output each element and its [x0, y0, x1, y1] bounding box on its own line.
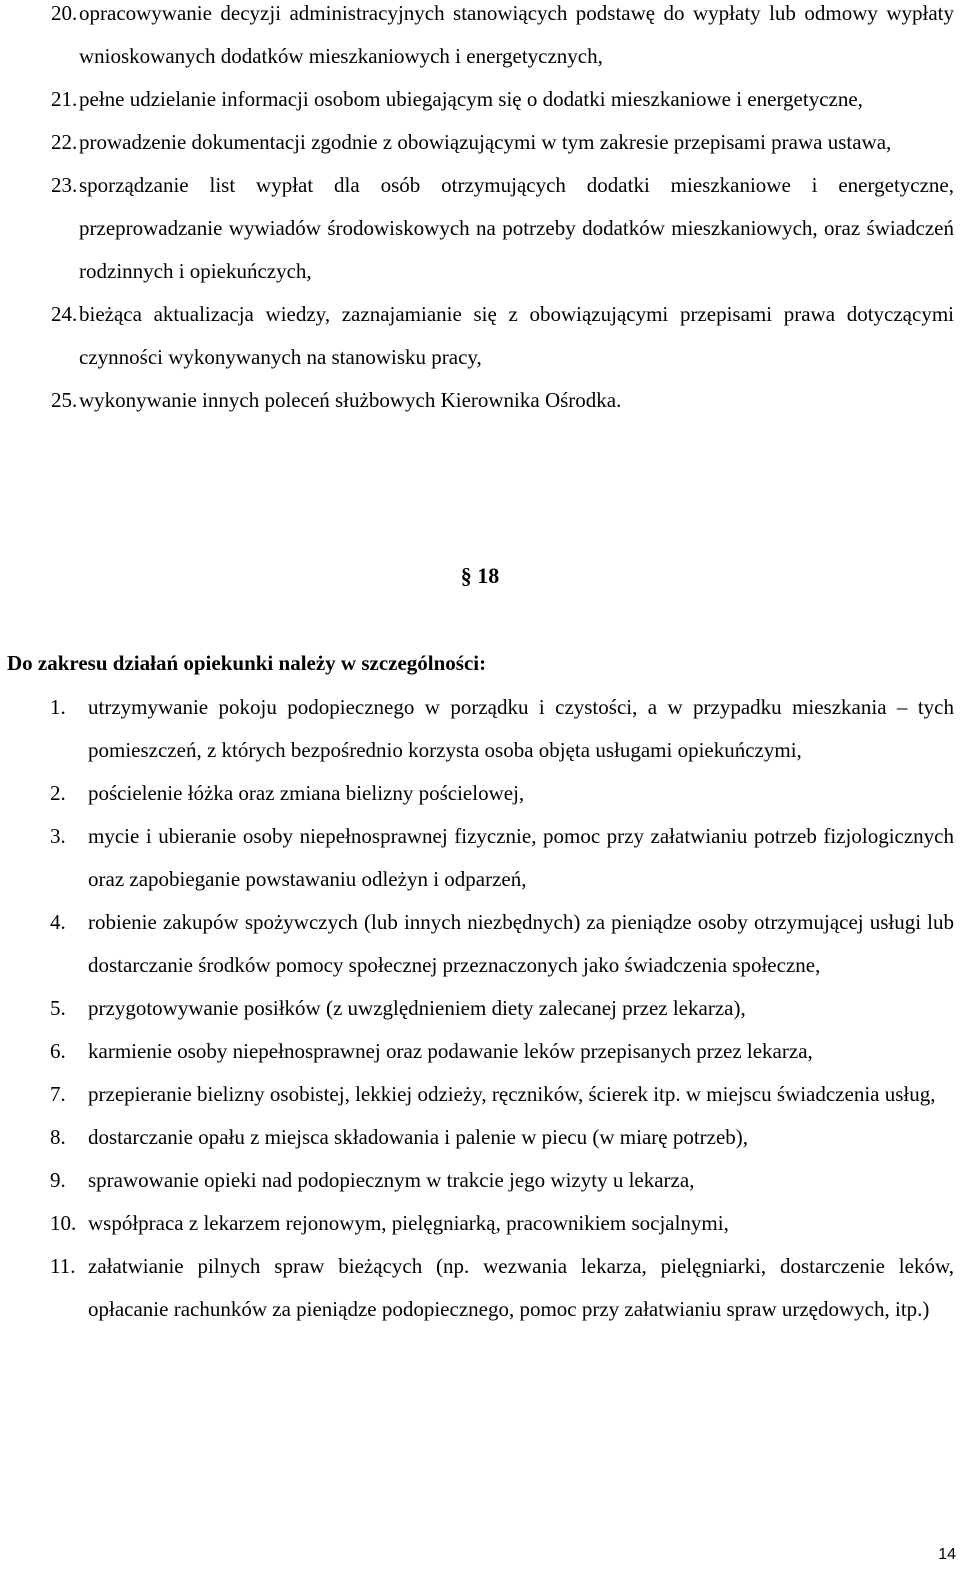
- list-item-number: 11.: [50, 1254, 76, 1278]
- list-item: [0, 987, 960, 1030]
- list-item-number: 24.: [51, 302, 78, 326]
- list-item-text: karmienie osoby niepełnosprawnej oraz podawanie leków przepisanych przez lekarza,: [88, 1039, 813, 1063]
- list-item-number: 9.: [50, 1168, 66, 1192]
- section-number: § 18: [460, 563, 500, 588]
- list-item-text: sporządzanie list wypłat dla osób otrzymujących dodatki mieszkaniowe i energetyczne, przeprowadzanie wywiadów środowiskowych na potrzeby dodatków mieszkaniowych, oraz świadczeń rodzinnych i opiekuńczych,: [79, 173, 954, 283]
- list-item-number: 1.: [50, 695, 66, 719]
- list-item: [0, 815, 960, 901]
- list-item: [0, 1159, 960, 1202]
- list-item: [0, 772, 960, 815]
- list-item: [0, 686, 960, 772]
- list-item-number: 3.: [50, 824, 66, 848]
- list-item-text: bieżąca aktualizacja wiedzy, zaznajamianie się z obowiązującymi przepisami prawa dotyczącymi czynności wykonywanych na stanowisku pracy,: [79, 302, 954, 369]
- list-item-text: załatwianie pilnych spraw bieżących (np. wezwania lekarza, pielęgniarki, dostarczenie leków, opłacanie rachunków za pieniądze podopiecznego, pomoc przy załatwianiu spraw urzędowych, itp.): [88, 1254, 954, 1321]
- list-item-number: 22.: [51, 130, 78, 154]
- section-heading: Do zakresu działań opiekunki należy w szczególności:: [7, 651, 487, 675]
- list-item-number: 4.: [50, 910, 66, 934]
- list-item-text: robienie zakupów spożywczych (lub innych niezbędnych) za pieniądze osoby otrzymującej usługi lub dostarczanie środków pomocy społecznej przeznaczonych jako świadczenia społeczne,: [88, 910, 954, 977]
- caregiver-duties-list: [0, 686, 960, 1331]
- list-item-text: prowadzenie dokumentacji zgodnie z obowiązującymi w tym zakresie przepisami prawa ustawa,: [79, 130, 892, 154]
- list-item-number: 10.: [50, 1211, 77, 1235]
- list-item: [0, 901, 960, 987]
- list-item-text: utrzymywanie pokoju podopiecznego w porządku i czystości, a w przypadku mieszkania – tych pomieszczeń, z których bezpośrednio korzysta osoba objęta usługami opiekuńczymi,: [88, 695, 954, 762]
- list-item: [0, 1245, 960, 1331]
- list-item-text: przygotowywanie posiłków (z uwzględnieniem diety zalecanej przez lekarza),: [88, 996, 746, 1020]
- list-item: [0, 379, 960, 422]
- list-item: [0, 293, 960, 379]
- list-item: [0, 78, 960, 121]
- list-item-text: współpraca z lekarzem rejonowym, pielęgniarką, pracownikiem socjalnymi,: [88, 1211, 729, 1235]
- list-item: [0, 1116, 960, 1159]
- list-item-text: pościelenie łóżka oraz zmiana bielizny pościelowej,: [88, 781, 525, 805]
- list-item: [0, 1073, 960, 1116]
- list-item-text: mycie i ubieranie osoby niepełnosprawnej fizycznie, pomoc przy załatwianiu potrzeb fizjologicznych oraz zapobieganie powstawaniu odleżyn i odparzeń,: [88, 824, 954, 891]
- list-item: [0, 121, 960, 164]
- list-item-number: 8.: [50, 1125, 66, 1149]
- list-item-number: 5.: [50, 996, 66, 1020]
- list-item-text: opracowywanie decyzji administracyjnych stanowiących podstawę do wypłaty lub odmowy wypłaty wnioskowanych dodatków mieszkaniowych i energetycznych,: [79, 1, 954, 68]
- list-item: [0, 1202, 960, 1245]
- page-number: 14: [938, 1546, 956, 1563]
- list-item-number: 21.: [51, 87, 78, 111]
- list-item: [0, 1030, 960, 1073]
- list-item-number: 25.: [51, 388, 78, 412]
- list-item-text: wykonywanie innych poleceń służbowych Kierownika Ośrodka.: [79, 388, 622, 412]
- list-item-number: 2.: [50, 781, 66, 805]
- list-item-text: przepieranie bielizny osobistej, lekkiej odzieży, ręczników, ścierek itp. w miejscu świadczenia usług,: [88, 1082, 936, 1106]
- list-item: [0, 0, 960, 78]
- list-item-number: 6.: [50, 1039, 66, 1063]
- list-item-text: dostarczanie opału z miejsca składowania i palenie w piecu (w miarę potrzeb),: [88, 1125, 749, 1149]
- list-item: [0, 164, 960, 293]
- list-item-number: 7.: [50, 1082, 66, 1106]
- list-item-number: 20.: [51, 1, 78, 25]
- responsibilities-list-continued: [0, 0, 960, 422]
- list-item-number: 23.: [51, 173, 78, 197]
- list-item-text: sprawowanie opieki nad podopiecznym w trakcie jego wizyty u lekarza,: [88, 1168, 695, 1192]
- list-item-text: pełne udzielanie informacji osobom ubiegającym się o dodatki mieszkaniowe i energetyczne,: [79, 87, 863, 111]
